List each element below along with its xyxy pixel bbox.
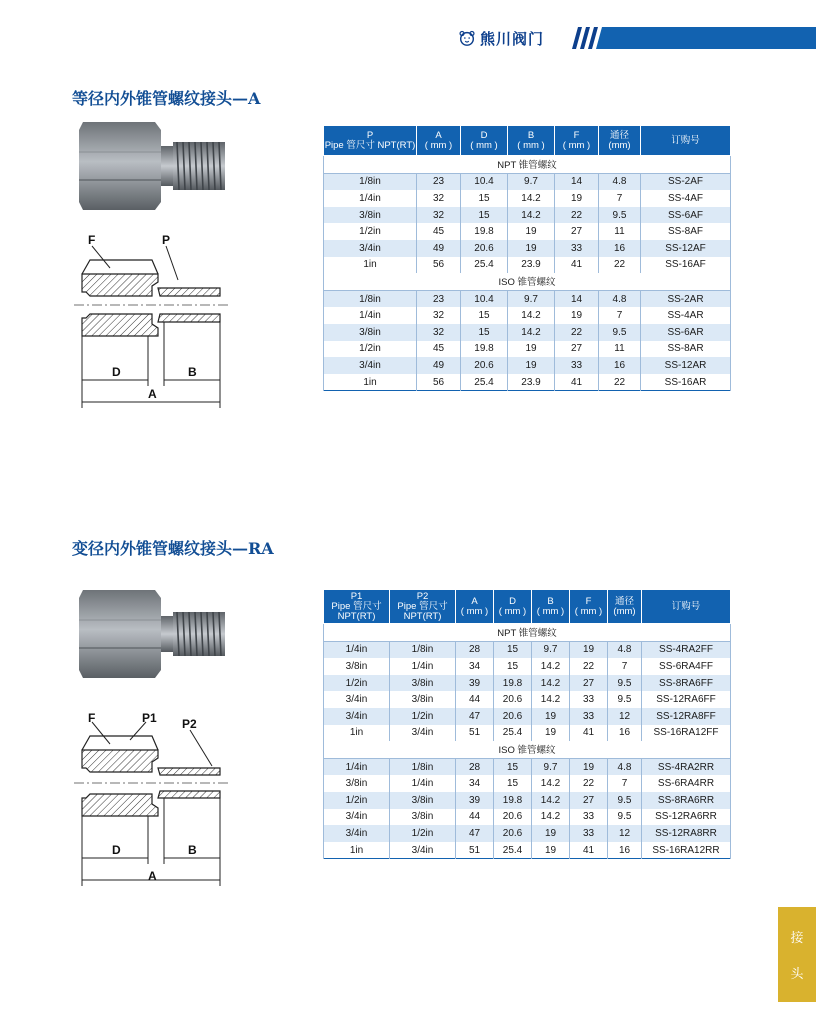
table-cell: 33 bbox=[555, 357, 599, 374]
table-cell: 4.8 bbox=[599, 173, 641, 190]
table-cell: 22 bbox=[570, 658, 608, 675]
table-cell: 10.4 bbox=[461, 173, 508, 190]
table-cell: 23 bbox=[417, 290, 461, 307]
table-cell: 3/4in bbox=[324, 825, 390, 842]
table-cell: SS-6AF bbox=[641, 207, 731, 224]
label-f: F bbox=[88, 233, 96, 247]
label-p: P bbox=[162, 233, 171, 247]
column-header: F ( mm ) bbox=[555, 126, 599, 156]
table-cell: 19 bbox=[570, 758, 608, 775]
table-cell: 32 bbox=[417, 207, 461, 224]
label-b: B bbox=[188, 843, 197, 857]
group-label: NPT 锥管螺纹 bbox=[324, 624, 731, 642]
table-cell: 45 bbox=[417, 223, 461, 240]
table-cell: 20.6 bbox=[461, 357, 508, 374]
table-row bbox=[324, 240, 731, 257]
table-cell: 32 bbox=[417, 307, 461, 324]
table-cell: 1in bbox=[324, 374, 417, 391]
table-cell: 3/4in bbox=[324, 240, 417, 257]
table-cell: 32 bbox=[417, 324, 461, 341]
table-cell: 1/8in bbox=[324, 290, 417, 307]
table-cell: 20.6 bbox=[494, 691, 532, 708]
table-cell: 19 bbox=[508, 223, 555, 240]
table-cell: 7 bbox=[608, 775, 642, 792]
column-header: F ( mm ) bbox=[570, 590, 608, 624]
label-d: D bbox=[112, 365, 121, 379]
table-cell: 20.6 bbox=[461, 240, 508, 257]
table-cell: 14 bbox=[555, 173, 599, 190]
table-cell: 12 bbox=[608, 825, 642, 842]
table-cell: SS-12RA8FF bbox=[642, 708, 731, 725]
table-cell: SS-6RA4FF bbox=[642, 658, 731, 675]
table-cell: 1/4in bbox=[324, 641, 390, 658]
table-cell: 28 bbox=[456, 641, 494, 658]
label-b: B bbox=[188, 365, 197, 379]
table-cell: 19.8 bbox=[494, 792, 532, 809]
side-tab-char: 接 bbox=[790, 931, 804, 947]
table-cell: 23.9 bbox=[508, 257, 555, 274]
table-cell: 14.2 bbox=[532, 658, 570, 675]
table-cell: 14.2 bbox=[508, 190, 555, 207]
column-header: P2 Pipe 管尺寸 NPT(RT) bbox=[390, 590, 456, 624]
fitting-photo-a bbox=[75, 122, 235, 210]
table-cell: 25.4 bbox=[494, 842, 532, 859]
table-cell: 1/2in bbox=[390, 825, 456, 842]
side-tab-char: 头 bbox=[790, 966, 804, 982]
table-cell: 19.8 bbox=[461, 223, 508, 240]
table-row bbox=[324, 775, 731, 792]
table-row bbox=[324, 223, 731, 240]
table-cell: 19 bbox=[532, 708, 570, 725]
spec-table-a bbox=[323, 125, 731, 391]
table-cell: 3/8in bbox=[324, 775, 390, 792]
table-row bbox=[324, 374, 731, 391]
section-title-a: 等径内外锥管螺纹接头—A bbox=[72, 89, 261, 108]
table-row bbox=[324, 708, 731, 725]
table-cell: 3/4in bbox=[324, 357, 417, 374]
table-cell: 1in bbox=[324, 725, 390, 742]
table-cell: 22 bbox=[599, 257, 641, 274]
table-cell: 14.2 bbox=[532, 775, 570, 792]
table-cell: 1/4in bbox=[324, 190, 417, 207]
table-cell: 56 bbox=[417, 257, 461, 274]
table-cell: 19 bbox=[532, 725, 570, 742]
table-cell: 14.2 bbox=[532, 792, 570, 809]
table-cell: 49 bbox=[417, 357, 461, 374]
table-cell: 11 bbox=[599, 341, 641, 358]
table-cell: 9.7 bbox=[508, 290, 555, 307]
table-cell: 10.4 bbox=[461, 290, 508, 307]
table-cell: 3/4in bbox=[324, 708, 390, 725]
table-cell: 3/8in bbox=[324, 658, 390, 675]
table-cell: 44 bbox=[456, 809, 494, 826]
fitting-photo-ra bbox=[75, 590, 235, 678]
brand-name: 熊川阀门 bbox=[480, 29, 545, 48]
table-row bbox=[324, 809, 731, 826]
section-drawing-ra bbox=[70, 708, 235, 888]
table-cell: 1/8in bbox=[390, 758, 456, 775]
table-cell: 22 bbox=[570, 775, 608, 792]
label-a: A bbox=[148, 869, 157, 883]
table-cell: 12 bbox=[608, 708, 642, 725]
table-cell: 9.5 bbox=[599, 207, 641, 224]
table-cell: 9.5 bbox=[608, 691, 642, 708]
table-cell: 25.4 bbox=[461, 374, 508, 391]
table-cell: 15 bbox=[494, 641, 532, 658]
table-cell: SS-12RA6RR bbox=[642, 809, 731, 826]
table-cell: 1/2in bbox=[324, 223, 417, 240]
table-cell: 3/8in bbox=[390, 792, 456, 809]
table-cell: 22 bbox=[555, 324, 599, 341]
table-cell: 15 bbox=[461, 324, 508, 341]
table-cell: 3/8in bbox=[390, 809, 456, 826]
table-cell: 33 bbox=[570, 825, 608, 842]
table-cell: 3/8in bbox=[390, 675, 456, 692]
table-cell: 27 bbox=[570, 675, 608, 692]
table-cell: 27 bbox=[555, 223, 599, 240]
table-cell: 7 bbox=[608, 658, 642, 675]
table-cell: 23.9 bbox=[508, 374, 555, 391]
table-row bbox=[324, 190, 731, 207]
label-p1: P1 bbox=[142, 711, 157, 725]
side-tab bbox=[778, 907, 816, 1002]
table-cell: 23 bbox=[417, 173, 461, 190]
table-cell: 39 bbox=[456, 675, 494, 692]
table-cell: 4.8 bbox=[599, 290, 641, 307]
column-header: 通径 (mm) bbox=[599, 126, 641, 156]
table-cell: 33 bbox=[570, 691, 608, 708]
table-cell: 34 bbox=[456, 658, 494, 675]
column-header: P1 Pipe 管尺寸 NPT(RT) bbox=[324, 590, 390, 624]
table-cell: 15 bbox=[494, 658, 532, 675]
table-cell: 49 bbox=[417, 240, 461, 257]
table-cell: 47 bbox=[456, 825, 494, 842]
column-header: D ( mm ) bbox=[494, 590, 532, 624]
table-cell: 14.2 bbox=[532, 675, 570, 692]
table-cell: 16 bbox=[599, 357, 641, 374]
header-stripe-bar bbox=[566, 27, 816, 49]
table-cell: 3/8in bbox=[324, 207, 417, 224]
table-cell: 51 bbox=[456, 842, 494, 859]
table-cell: SS-4AR bbox=[641, 307, 731, 324]
table-cell: 3/8in bbox=[390, 691, 456, 708]
table-cell: 9.7 bbox=[532, 758, 570, 775]
brand-logo bbox=[458, 26, 568, 50]
table-row bbox=[324, 357, 731, 374]
table-cell: SS-2AF bbox=[641, 173, 731, 190]
table-cell: 19.8 bbox=[494, 675, 532, 692]
table-cell: 3/4in bbox=[390, 725, 456, 742]
table-cell: 1/4in bbox=[324, 307, 417, 324]
table-cell: SS-16RA12RR bbox=[642, 842, 731, 859]
table-cell: 1/4in bbox=[390, 775, 456, 792]
table-cell: 45 bbox=[417, 341, 461, 358]
table-cell: 27 bbox=[570, 792, 608, 809]
table-cell: 19.8 bbox=[461, 341, 508, 358]
table-row bbox=[324, 324, 731, 341]
table-cell: SS-8AF bbox=[641, 223, 731, 240]
column-header: P Pipe 管尺寸 NPT(RT) bbox=[324, 126, 417, 156]
table-cell: 3/4in bbox=[324, 691, 390, 708]
table-cell: 14 bbox=[555, 290, 599, 307]
table-cell: 56 bbox=[417, 374, 461, 391]
table-cell: 1/2in bbox=[324, 792, 390, 809]
table-cell: 47 bbox=[456, 708, 494, 725]
table-row bbox=[324, 758, 731, 775]
column-header: D ( mm ) bbox=[461, 126, 508, 156]
table-cell: 9.7 bbox=[532, 641, 570, 658]
table-row bbox=[324, 341, 731, 358]
table-row bbox=[324, 825, 731, 842]
table-cell: 14.2 bbox=[508, 207, 555, 224]
table-cell: 4.8 bbox=[608, 641, 642, 658]
table-row bbox=[324, 725, 731, 742]
table-row bbox=[324, 173, 731, 190]
label-a: A bbox=[148, 387, 157, 401]
group-label: ISO 锥管螺纹 bbox=[324, 741, 731, 758]
group-label: NPT 锥管螺纹 bbox=[324, 156, 731, 174]
group-label: ISO 锥管螺纹 bbox=[324, 273, 731, 290]
table-cell: 9.5 bbox=[608, 809, 642, 826]
table-cell: SS-8RA6FF bbox=[642, 675, 731, 692]
table-cell: 9.5 bbox=[599, 324, 641, 341]
table-cell: 41 bbox=[555, 257, 599, 274]
table-cell: 1/2in bbox=[390, 708, 456, 725]
table-cell: 16 bbox=[608, 842, 642, 859]
table-cell: 1/2in bbox=[324, 341, 417, 358]
table-cell: 14.2 bbox=[508, 307, 555, 324]
table-row bbox=[324, 641, 731, 658]
table-cell: 19 bbox=[508, 240, 555, 257]
table-cell: 34 bbox=[456, 775, 494, 792]
section-drawing-a bbox=[70, 230, 235, 410]
table-row bbox=[324, 207, 731, 224]
table-row bbox=[324, 658, 731, 675]
table-cell: 28 bbox=[456, 758, 494, 775]
column-header: 通径 (mm) bbox=[608, 590, 642, 624]
spec-table-ra bbox=[323, 589, 731, 859]
table-cell: SS-16AF bbox=[641, 257, 731, 274]
table-cell: 19 bbox=[508, 357, 555, 374]
table-cell: 9.7 bbox=[508, 173, 555, 190]
table-cell: SS-12AF bbox=[641, 240, 731, 257]
table-cell: 19 bbox=[532, 842, 570, 859]
table-cell: SS-8AR bbox=[641, 341, 731, 358]
table-cell: 15 bbox=[494, 775, 532, 792]
table-cell: 1/4in bbox=[324, 758, 390, 775]
column-header: 订购号 bbox=[642, 590, 731, 624]
table-cell: 20.6 bbox=[494, 809, 532, 826]
column-header: 订购号 bbox=[641, 126, 731, 156]
table-cell: 33 bbox=[570, 809, 608, 826]
table-cell: 20.6 bbox=[494, 708, 532, 725]
table-cell: 15 bbox=[461, 307, 508, 324]
table-cell: 14.2 bbox=[532, 691, 570, 708]
table-cell: 14.2 bbox=[532, 809, 570, 826]
label-d: D bbox=[112, 843, 121, 857]
table-cell: SS-2AR bbox=[641, 290, 731, 307]
table-cell: 20.6 bbox=[494, 825, 532, 842]
table-cell: SS-12RA6FF bbox=[642, 691, 731, 708]
table-cell: 15 bbox=[494, 758, 532, 775]
table-cell: 32 bbox=[417, 190, 461, 207]
table-cell: 15 bbox=[461, 190, 508, 207]
table-cell: 4.8 bbox=[608, 758, 642, 775]
table-row bbox=[324, 290, 731, 307]
table-cell: 19 bbox=[555, 190, 599, 207]
table-cell: 41 bbox=[555, 374, 599, 391]
table-cell: SS-16RA12FF bbox=[642, 725, 731, 742]
column-header: B ( mm ) bbox=[532, 590, 570, 624]
table-cell: 25.4 bbox=[494, 725, 532, 742]
table-cell: 1/4in bbox=[390, 658, 456, 675]
table-cell: 1in bbox=[324, 257, 417, 274]
table-cell: 25.4 bbox=[461, 257, 508, 274]
table-cell: SS-4RA2FF bbox=[642, 641, 731, 658]
table-cell: 7 bbox=[599, 307, 641, 324]
table-cell: SS-6RA4RR bbox=[642, 775, 731, 792]
table-cell: 1in bbox=[324, 842, 390, 859]
table-cell: 7 bbox=[599, 190, 641, 207]
table-cell: 9.5 bbox=[608, 675, 642, 692]
table-cell: 1/8in bbox=[324, 173, 417, 190]
label-f: F bbox=[88, 711, 96, 725]
table-row bbox=[324, 792, 731, 809]
table-row bbox=[324, 691, 731, 708]
table-cell: 1/8in bbox=[390, 641, 456, 658]
table-cell: 44 bbox=[456, 691, 494, 708]
label-p2: P2 bbox=[182, 717, 197, 731]
table-cell: 15 bbox=[461, 207, 508, 224]
table-cell: 41 bbox=[570, 725, 608, 742]
table-cell: 14.2 bbox=[508, 324, 555, 341]
column-header: A ( mm ) bbox=[456, 590, 494, 624]
table-cell: 19 bbox=[570, 641, 608, 658]
bear-logo-icon bbox=[458, 29, 476, 47]
table-cell: 22 bbox=[555, 207, 599, 224]
column-header: B ( mm ) bbox=[508, 126, 555, 156]
table-cell: 27 bbox=[555, 341, 599, 358]
column-header: A ( mm ) bbox=[417, 126, 461, 156]
table-cell: 3/4in bbox=[390, 842, 456, 859]
table-row bbox=[324, 675, 731, 692]
table-cell: SS-8RA6RR bbox=[642, 792, 731, 809]
table-cell: 19 bbox=[555, 307, 599, 324]
table-cell: 19 bbox=[508, 341, 555, 358]
table-cell: SS-12AR bbox=[641, 357, 731, 374]
table-cell: 51 bbox=[456, 725, 494, 742]
table-cell: 3/8in bbox=[324, 324, 417, 341]
table-cell: 19 bbox=[532, 825, 570, 842]
table-cell: 16 bbox=[599, 240, 641, 257]
table-cell: 41 bbox=[570, 842, 608, 859]
table-cell: SS-12RA8RR bbox=[642, 825, 731, 842]
table-cell: 3/4in bbox=[324, 809, 390, 826]
table-cell: 39 bbox=[456, 792, 494, 809]
table-cell: SS-16AR bbox=[641, 374, 731, 391]
table-cell: 11 bbox=[599, 223, 641, 240]
table-cell: 33 bbox=[570, 708, 608, 725]
table-row bbox=[324, 842, 731, 859]
table-cell: SS-4RA2RR bbox=[642, 758, 731, 775]
table-cell: 33 bbox=[555, 240, 599, 257]
table-cell: SS-4AF bbox=[641, 190, 731, 207]
table-cell: 22 bbox=[599, 374, 641, 391]
table-row bbox=[324, 257, 731, 274]
table-cell: 16 bbox=[608, 725, 642, 742]
table-cell: 1/2in bbox=[324, 675, 390, 692]
table-cell: 9.5 bbox=[608, 792, 642, 809]
table-cell: SS-6AR bbox=[641, 324, 731, 341]
table-row bbox=[324, 307, 731, 324]
section-title-ra: 变径内外锥管螺纹接头—RA bbox=[72, 539, 274, 558]
